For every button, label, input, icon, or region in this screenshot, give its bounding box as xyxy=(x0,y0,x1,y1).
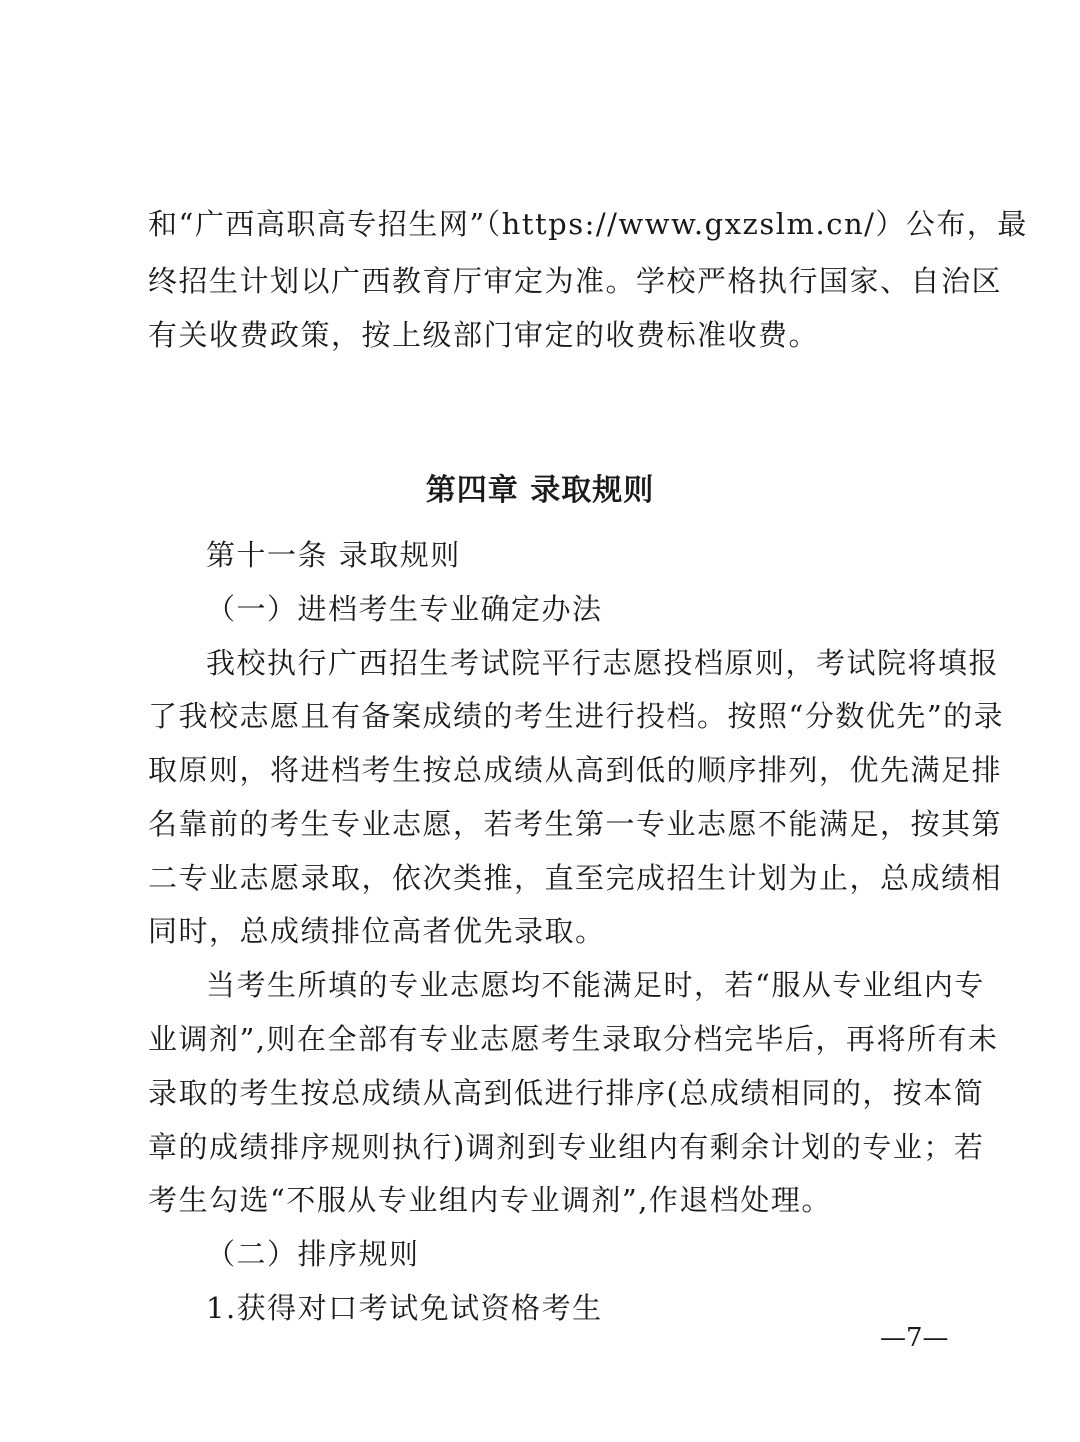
section-heading: （二）排序规则 xyxy=(206,1237,420,1271)
paragraph-line: 了我校志愿且有备案成绩的考生进行投档。按照“分数优先”的录 xyxy=(148,699,1005,733)
paragraph-line: 同时，总成绩排位高者优先录取。 xyxy=(148,914,606,948)
paragraph-line: 我校执行广西招生考试院平行志愿投档原则，考试院将填报 xyxy=(206,646,1000,680)
page-number: —7— xyxy=(880,1323,949,1353)
paragraph-line: 考生勾选“不服从专业组内专业调剂”,作退档处理。 xyxy=(148,1183,832,1217)
paragraph-line: 当考生所填的专业志愿均不能满足时，若“服从专业组内专 xyxy=(206,968,985,1002)
list-item: 1.获得对口考试免试资格考生 xyxy=(206,1291,603,1325)
paragraph-line: 录取的考生按总成绩从高到低进行排序(总成绩相同的，按本简 xyxy=(148,1076,985,1110)
paragraph-line: 业调剂”,则在全部有专业志愿考生录取分档完毕后，再将所有未 xyxy=(148,1022,999,1056)
paragraph-line: 名靠前的考生专业志愿，若考生第一专业志愿不能满足，按其第 xyxy=(148,807,1003,841)
paragraph-line: 取原则，将进档考生按总成绩从高到低的顺序排列，优先满足排 xyxy=(148,753,1003,787)
paragraph-line: 有关收费政策，按上级部门审定的收费标准收费。 xyxy=(148,318,820,352)
paragraph-line: 终招生计划以广西教育厅审定为准。学校严格执行国家、自治区 xyxy=(148,264,1003,298)
paragraph-line: 二专业志愿录取，依次类推，直至完成招生计划为止，总成绩相 xyxy=(148,861,1003,895)
article-heading: 第十一条 录取规则 xyxy=(206,538,461,572)
paragraph-line: 章的成绩排序规则执行)调剂到专业组内有剩余计划的专业；若 xyxy=(148,1130,985,1164)
section-heading: （一）进档考生专业确定办法 xyxy=(206,592,603,626)
chapter-title: 第四章 录取规则 xyxy=(425,473,655,508)
paragraph-line: 和“广西高职高专招生网”（https://www.gxzslm.cn/）公布，最 xyxy=(148,207,1028,241)
